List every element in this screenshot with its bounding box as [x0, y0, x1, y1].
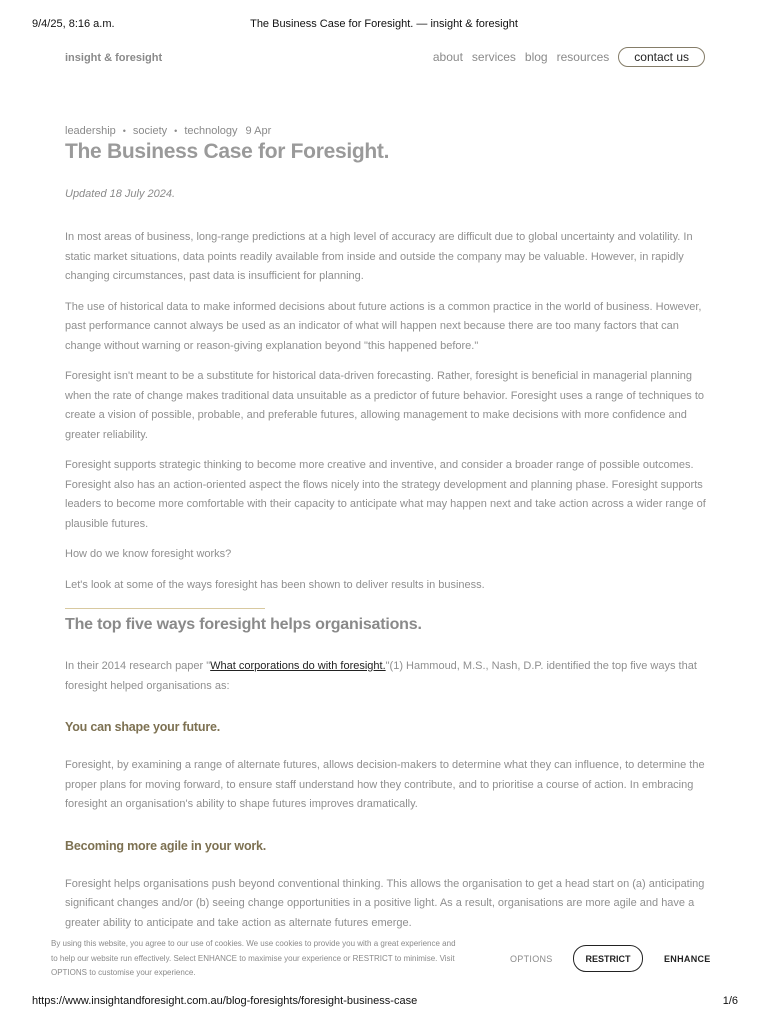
paragraph: Let's look at some of the ways foresight has been shown to deliver results in business.	[65, 578, 485, 591]
paragraph: In most areas of business, long-range predictions at a high level of accuracy are difficult due to global uncertainty and volatility. In static market situations, data points readily available from inside and outside the company may be valuable. However, in rapidly changing circumstances, past data is insufficient for planning.	[65, 231, 693, 282]
nav-link-resources[interactable]: resources	[556, 50, 610, 64]
cookie-restrict-button[interactable]: RESTRICT	[573, 945, 643, 972]
nav-link-blog[interactable]: blog	[524, 50, 548, 64]
point-heading: Becoming more agile in your work.	[65, 838, 267, 853]
nav-link-about[interactable]: about	[432, 50, 463, 64]
tag-leadership[interactable]: leadership	[65, 125, 116, 137]
paragraph: How do we know foresight works?	[65, 548, 232, 560]
article-body	[65, 228, 707, 595]
tag-technology[interactable]: technology	[184, 125, 238, 137]
research-paper-link[interactable]: What corporations do with foresight.	[210, 660, 386, 672]
research-paragraph	[65, 657, 707, 696]
nav-link-services[interactable]: services	[471, 50, 516, 64]
site-nav	[65, 47, 705, 69]
print-page-number: 1/6	[722, 995, 738, 1007]
paragraph: Foresight isn't meant to be a substitute for historical data-driven forecasting. Rather, foresight is beneficial in managerial planning when the rate of change makes traditional data unsuitable as a predictor of future behavior. Foresight uses a range of techniques to create a vision of possible, probable, and preferable futures, allowing management to make decisions with more confidence and greater reliability.	[65, 370, 705, 441]
contact-us-button[interactable]: contact us	[618, 47, 705, 67]
cookie-notice-text: By using this website, you agree to our use of cookies. We use cookies to provide you with a great experience and to help our website run effectively. Select ENHANCE to maximise your experience or RESTRICT to minimise. Visit OPTIONS to customise your experience.	[51, 939, 456, 977]
separator-dot: •	[174, 126, 178, 136]
print-header	[0, 0, 768, 40]
paragraph: The use of historical data to make informed decisions about future actions is a common practice in the world of business. However, past performance cannot always be used as an indicator of what will happen next because there are too many factors that can change without warning or reason-giving explanation beyond "this happened before."	[65, 300, 702, 352]
section-title: The top five ways foresight helps organisations.	[65, 616, 422, 633]
point-text: Foresight helps organisations push beyond conventional thinking. This allows the organisation to get a head start on (a) anticipating significant changes and/or (b) seeing change opportunities in a positive light. As a result, organisations are more agile and have a greater ability to anticipate and take action as alternate futures emerge.	[65, 877, 705, 929]
research-text-before: In their 2014 research paper "	[65, 660, 211, 672]
article-title: The Business Case for Foresight.	[65, 140, 390, 163]
article-meta	[65, 125, 707, 137]
updated-note: Updated 18 July 2024.	[65, 188, 176, 200]
site-logo[interactable]: insight & foresight	[65, 52, 163, 64]
print-doc-title: The Business Case for Foresight. — insight & foresight	[250, 18, 518, 30]
print-url: https://www.insightandforesight.com.au/blog-foresights/foresight-business-case	[32, 995, 418, 1007]
point-heading: You can shape your future.	[65, 720, 221, 734]
paragraph: Foresight supports strategic thinking to become more creative and inventive, and consider a broader range of possible outcomes. Foresight also has an action-oriented aspect the flows nicely into the strategy development and planning phase. Foresight supports leaders to become more comfortable with their capacity to anticipate what may happen next and take action across a wider range of plausible futures.	[65, 459, 706, 530]
cookie-banner	[0, 930, 768, 990]
cookie-enhance-button[interactable]: ENHANCE	[664, 954, 711, 964]
separator-dot: •	[122, 126, 126, 136]
research-text-after: "(1) Hammoud, M.S., Nash, D.P. identified the top five ways that foresight helped organisations as:	[65, 660, 697, 692]
section-divider	[65, 608, 265, 609]
tag-society[interactable]: society	[132, 125, 168, 137]
article-date: 9 Apr	[245, 125, 272, 137]
cookie-options-button[interactable]: OPTIONS	[510, 954, 553, 964]
article	[65, 125, 707, 944]
point-text: Foresight, by examining a range of alternate futures, allows decision-makers to determine what they can influence, to determine the proper plans for moving forward, to ensure staff understand how they contribute, and to prioritise a course of action. In embracing foresight an organisation's ability to shape futures improves dramatically.	[65, 759, 705, 810]
nav-links	[424, 47, 705, 67]
print-datetime: 9/4/25, 8:16 a.m.	[32, 18, 115, 30]
